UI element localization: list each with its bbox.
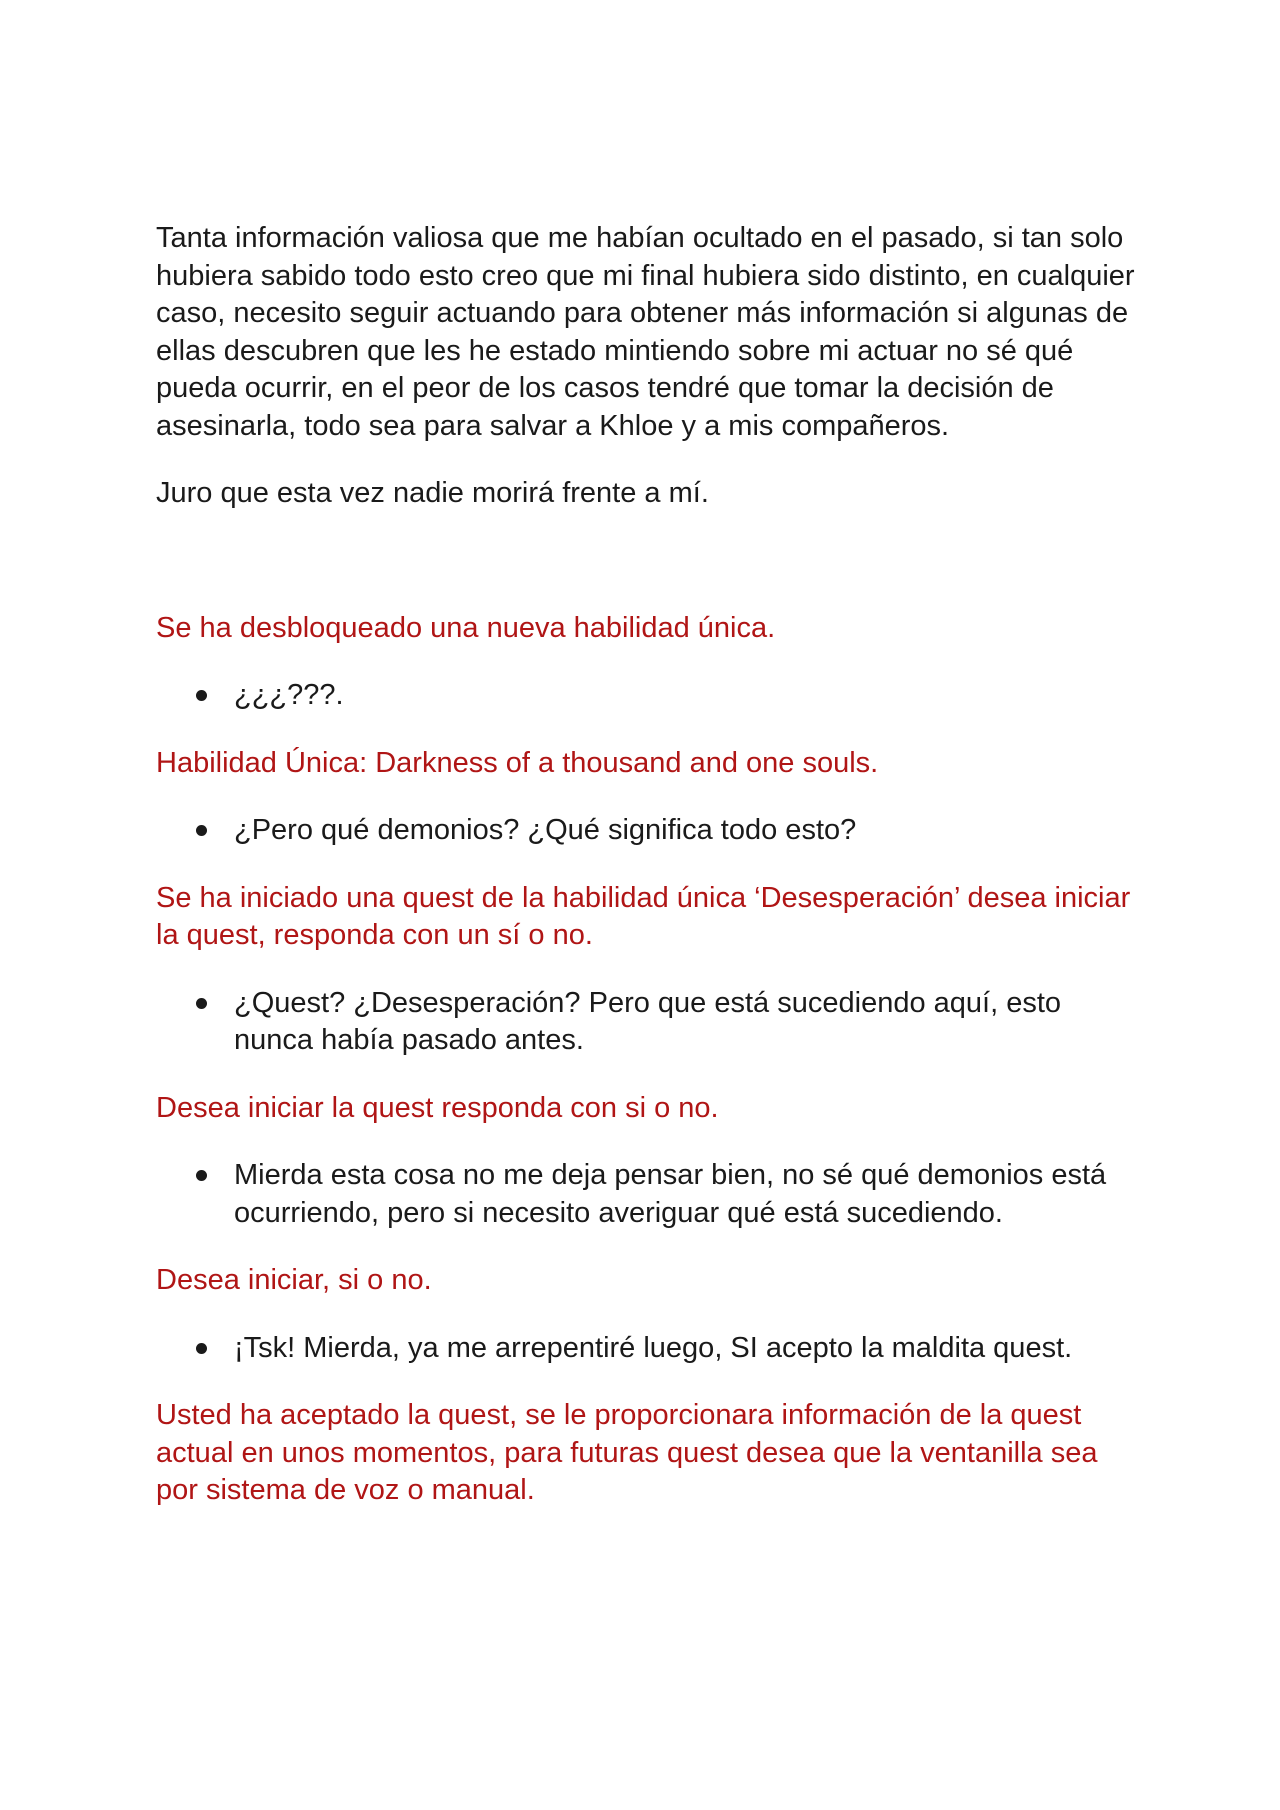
- list-item: [156, 1330, 1146, 1368]
- bullet-list: [156, 985, 1146, 1060]
- bullet-text: ¿¿¿???.: [234, 679, 344, 711]
- bullet-icon: [196, 998, 207, 1009]
- system-message: Desea iniciar, si o no.: [156, 1264, 432, 1296]
- bullet-list: [156, 1157, 1146, 1232]
- bullet-text: Mierda esta cosa no me deja pensar bien, no sé qué demonios está ocurriendo, pero si necesito averiguar qué está sucediendo.: [234, 1159, 1107, 1229]
- bullet-text: ¡Tsk! Mierda, ya me arrepentiré luego, SI acepto la maldita quest.: [234, 1331, 1073, 1364]
- system-message: Se ha iniciado una quest de la habilidad única ‘Desesperación’ desea iniciar la quest, responda con un sí o no.: [156, 881, 1131, 951]
- bullet-text: ¿Quest? ¿Desesperación? Pero que está sucediendo aquí, esto nunca había pasado antes.: [234, 986, 1062, 1056]
- system-message: Se ha desbloqueado una nueva habilidad única.: [156, 611, 776, 644]
- narrative-paragraph: Juro que esta vez nadie morirá frente a mí.: [156, 477, 709, 509]
- bullet-list: [156, 812, 1146, 850]
- document-page: [156, 220, 1146, 1510]
- system-message: Habilidad Única: Darkness of a thousand and one souls.: [156, 746, 879, 779]
- bullet-text: ¿Pero qué demonios? ¿Qué significa todo esto?: [234, 814, 857, 846]
- bullet-list: [156, 1330, 1146, 1368]
- list-item: [156, 812, 1146, 850]
- bullet-icon: [196, 690, 207, 701]
- narrative-paragraph: Tanta información valiosa que me habían ocultado en el pasado, si tan solo hubiera sabido todo esto creo que mi final hubiera sido distinto, en cualquier caso, necesito seguir actuando para obtener más información si algunas de ellas descubren que les he estado mintiendo sobre mi actuar no sé qué pueda ocurrir, en el peor de los casos tendré que tomar la decisión de asesinarla, todo sea para salvar a Khloe y a mis compañeros.: [156, 222, 1135, 442]
- list-item: [156, 985, 1146, 1060]
- bullet-icon: [196, 1343, 207, 1354]
- bullet-list: [156, 677, 1146, 715]
- system-message: Desea iniciar la quest responda con si o no.: [156, 1091, 719, 1124]
- system-message: Usted ha aceptado la quest, se le proporcionara información de la quest actual en unos momentos, para futuras quest desea que la ventanilla sea por sistema de voz o manual.: [156, 1399, 1098, 1506]
- bullet-icon: [196, 825, 207, 836]
- list-item: [156, 677, 1146, 715]
- bullet-icon: [196, 1170, 207, 1181]
- list-item: [156, 1157, 1146, 1232]
